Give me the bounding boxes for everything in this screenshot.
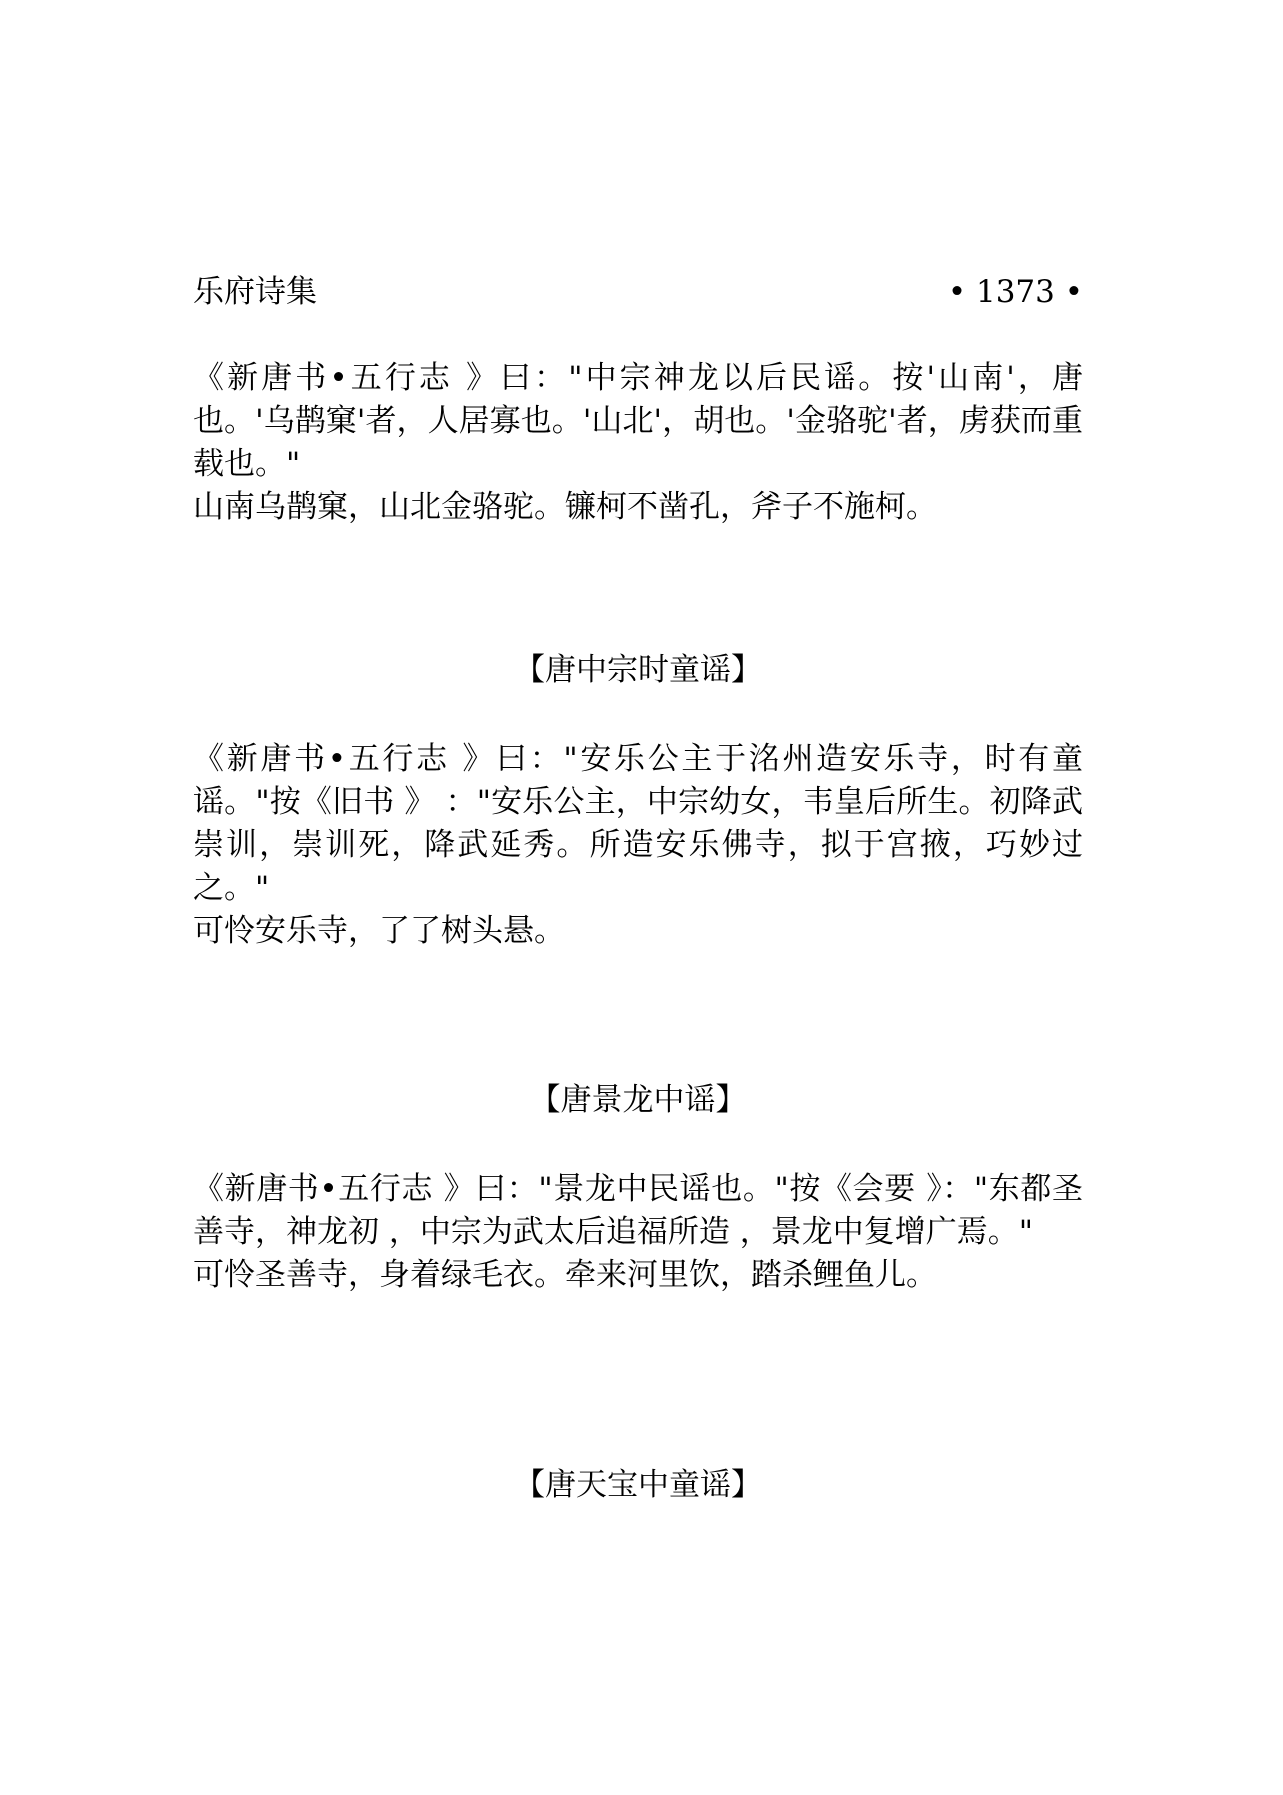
section-verse: 可怜安乐寺，了了树头悬。 — [193, 913, 565, 949]
section-1 — [193, 357, 1083, 529]
section-note: 《新唐书•五行志 》曰："中宗神龙以后民谣。按'山南'，唐也。'乌鹊窠'者，人居寡也。'山北'，胡也。'金骆驼'者，虏获而重载也。" — [193, 360, 1083, 482]
page-header — [193, 272, 1083, 312]
section-2 — [193, 738, 1083, 953]
section-note: 《新唐书•五行志 》曰："景龙中民谣也。"按《会要 》："东都圣善寺，神龙初 ，中宗为武太后追福所造 ，景龙中复增广焉。" — [193, 1171, 1083, 1250]
section-title: 【唐景龙中谣】 — [529, 1082, 747, 1118]
section-note: 《新唐书•五行志 》曰："安乐公主于洺州造安乐寺，时有童谣。"按《旧书 》 ："安乐公主，中宗幼女，韦皇后所生。初降武崇训，崇训死，降武延秀。所造安乐佛寺，拟于宫掖，巧妙过之。" — [193, 741, 1083, 906]
section-title: 【唐中宗时童谣】 — [514, 652, 762, 688]
section-3 — [193, 1168, 1083, 1297]
page-number: • 1373 • — [947, 274, 1083, 310]
section-verse: 山南乌鹊窠，山北金骆驼。镰柯不凿孔，斧子不施柯。 — [193, 489, 937, 525]
book-title: 乐府诗集 — [193, 274, 317, 310]
section-verse: 可怜圣善寺，身着绿毛衣。牵来河里饮，踏杀鲤鱼儿。 — [193, 1257, 937, 1293]
section-title: 【唐天宝中童谣】 — [514, 1467, 762, 1503]
